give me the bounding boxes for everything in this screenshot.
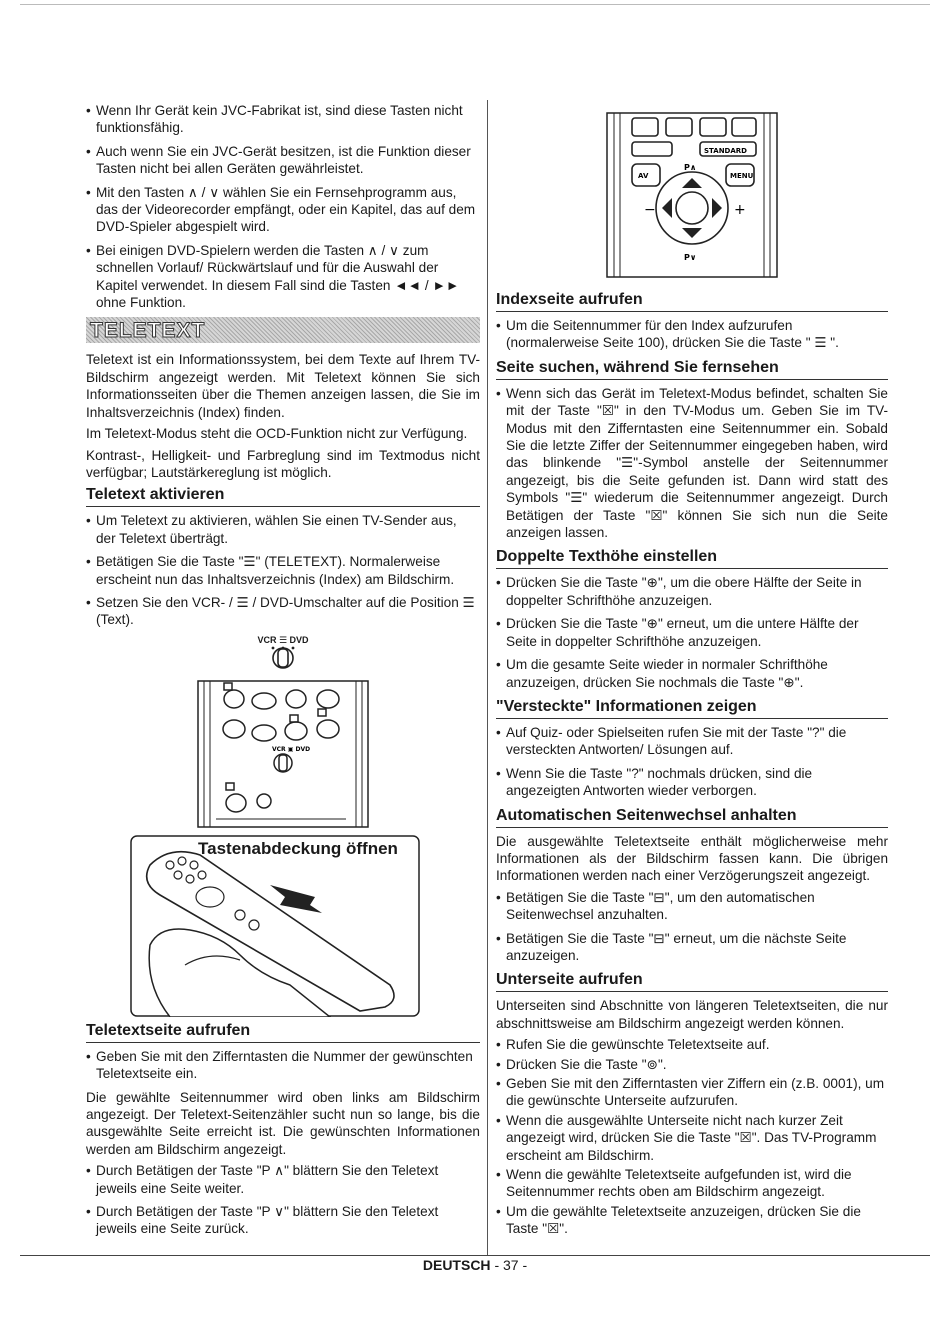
call-paragraph: Die gewählte Seitennummer wird oben links am Bildschirm angezeigt. Der Teletext-Seitenzähler sucht nun so lange, bis die ausgewählte Seite erreicht ist. Die gewünschten Informationen werden am Bildschirm angezeigt. [86,1089,480,1157]
list-item: • Drücken Sie die Taste "⊕" erneut, um die untere Hälfte der Seite in doppelter Schrifthöhe anzuzeigen. [496,615,888,650]
list-item: • Wenn Ihr Gerät kein JVC-Fabrikat ist, sind diese Tasten nicht funktionsfähig. [86,102,480,137]
list-item: • Mit den Tasten ∧ / ∨ wählen Sie ein Fernsehprogramm aus, das der Videorecorder empfängt, oder ein Kapitel, das auf dem DVD-Spieler abgespielt wird. [86,184,480,236]
menu-label: MENU [730,172,754,180]
section-heading: Seite suchen, während Sie fernsehen [496,358,888,380]
section-heading: Unterseite aufrufen [496,970,888,992]
list-item: • Wenn die ausgewählte Unterseite nicht nach kurzer Zeit angezeigt wird, drücken Sie die Taste "☒". Das TV-Programm erscheint am Bildschirm. [496,1112,888,1164]
switch-figure [86,635,480,675]
right-column [496,286,888,1240]
sub-paragraph: Unterseiten sind Abschnitte von längeren Teletextseiten, die nur abschnittsweise am Bildschirm angezeigt werden können. [496,998,888,1031]
hand-remote-illustration [130,835,420,1017]
list-item: • Durch Betätigen der Taste "P ∨" blättern Sie den Teletext jeweils eine Seite zurück. [86,1203,480,1238]
list-item: • Betätigen Sie die Taste "⊟", um den automatischen Seitenwechsel anzuhalten. [496,889,888,924]
list-item: • Auf Quiz- oder Spielseiten rufen Sie mit der Taste "?" die versteckten Antworten/ Lösungen auf. [496,724,888,759]
intro-list [86,102,480,311]
list-item: • Drücken Sie die Taste "⊕", um die obere Hälfte der Seite in doppelter Schrifthöhe anzuzeigen. [496,574,888,609]
left-column [86,102,480,1244]
list-item: • Drücken Sie die Taste "⊚". [496,1056,888,1073]
hold-paragraph: Die ausgewählte Teletextseite enthält möglicherweise mehr Informationen als der Bildschirm fassen kann. Die übrigen Informationen werden nach einer Verzögerungszeit angezeigt. [496,833,888,884]
remote-buttons-illustration [196,679,370,829]
switch-icon [263,646,303,670]
list-item: • Wenn die gewählte Teletextseite aufgefunden ist, wird die Seitennummer rechts oben am Bildschirm angezeigt. [496,1166,888,1201]
column-divider [487,100,488,1255]
list-item: • Um Teletext zu aktivieren, wählen Sie einen TV-Sender aus, der Teletext überträgt. [86,512,480,547]
standard-label: STANDARD [704,147,747,155]
cover-open-figure [130,835,420,1017]
teletext-ocd-paragraph: Im Teletext-Modus steht die OCD-Funktion nicht zur Verfügung. [86,426,468,442]
sub-list [496,1036,888,1237]
p-down-label: P∨ [684,253,697,262]
banner-title: TELETEXT [90,319,206,343]
teletext-intro-paragraph: Teletext ist ein Informationssystem, bei dem Texte auf Ihrem TV-Bildschirm angezeigt werden. Mit Teletext können Sie sich Informationsseiten über die Themen anzeigen lassen, die Sie im Inhaltsverzeichnis (Index) finden. [86,352,480,420]
list-item: • Auch wenn Sie ein JVC-Gerät besitzen, ist die Funktion dieser Tasten nicht bei allen Geräten gewährleistet. [86,143,480,178]
svg-text:VCR ▣ DVD: VCR ▣ DVD [272,745,311,753]
list-item: • Um die gewählte Teletextseite anzuzeigen, drücken Sie die Taste "☒". [496,1203,888,1238]
call-list-2 [86,1162,480,1238]
svg-text:+: + [734,202,746,218]
teletext-banner [86,317,480,343]
remote-navigation-illustration [606,112,778,278]
page-number: - 37 - [494,1257,528,1273]
list-item: • Geben Sie mit den Zifferntasten die Nummer der gewünschten Teletextseite ein. [86,1048,480,1083]
list-item: • Um die gesamte Seite wieder in normaler Schrifthöhe anzuzeigen, drücken Sie nochmals die Taste "⊕". [496,656,888,691]
hidden-list [496,724,888,800]
list-item: • Setzen Sie den VCR- / ☰ / DVD-Umschalter auf die Position ☰ (Text). [86,594,480,629]
search-list [496,385,888,542]
activate-list [86,512,480,628]
list-item: • Betätigen Sie die Taste "⊟" erneut, um die nächste Seite anzuzeigen. [496,930,888,965]
list-item: • Rufen Sie die gewünschte Teletextseite auf. [496,1036,888,1053]
list-item: • Um die Seitennummer für den Index aufzurufen (normalerweise Seite 100), drücken Sie die Taste " ☰ ". [496,317,888,352]
section-heading: Teletext aktivieren [86,485,480,507]
footer-language: DEUTSCH [422,1257,491,1273]
list-item: • Geben Sie mit den Zifferntasten vier Ziffern ein (z.B. 0001), um die gewünschte Unterseite aufzurufen. [496,1075,888,1110]
top-rule [20,4,930,5]
index-list [496,317,888,352]
section-heading: Doppelte Texthöhe einstellen [496,547,888,569]
switch-label: VCR ☰ DVD [257,634,309,645]
section-heading: "Versteckte" Informationen zeigen [496,697,888,719]
list-item: • Betätigen Sie die Taste "☰" (TELETEXT). Normalerweise erscheint nun das Inhaltsverzeichnis (Index) am Bildschirm. [86,553,480,588]
page-footer [0,1257,950,1273]
double-list [496,574,888,690]
p-up-label: P∧ [684,163,697,172]
footer-rule [20,1255,930,1256]
list-item: • Wenn sich das Gerät im Teletext-Modus befindet, schalten Sie mit der Taste "☒" in den TV-Modus um. Geben Sie im TV-Modus mit den Zifferntasten eine Seitennummer ein. Sobald Sie die letzte Ziffer der Seitennummer eingegeben haben, wird das blinkende "☰"-Symbol anstelle der Seitennummer angezeigt, bis die Seite gefunden ist. Dann wird statt des Symbols "☰" wiederum die Seitennummer angezeigt. Durch Betätigen der Taste "☒" können Sie sich nun die Seite anzeigen lassen. [496,385,888,542]
list-item: • Wenn Sie die Taste "?" nochmals drücken, sind die angezeigten Antworten wieder verborgen. [496,765,888,800]
section-heading: Automatischen Seitenwechsel anhalten [496,806,888,828]
section-heading: Indexseite aufrufen [496,290,888,312]
section-heading: Teletextseite aufrufen [86,1021,480,1043]
svg-text:−: − [644,202,656,218]
av-label: AV [638,172,649,180]
cover-label: Tastenabdeckung öffnen [198,838,398,858]
list-item: • Durch Betätigen der Taste "P ∧" blättern Sie den Teletext jeweils eine Seite weiter. [86,1162,480,1197]
hold-list [496,889,888,965]
list-item: • Bei einigen DVD-Spielern werden die Tasten ∧ / ∨ zum schnellen Vorlauf/ Rückwärtslauf und für die Auswahl der Kapitel verwendet. In diesem Fall sind die Tasten ◄◄ / ►► ohne Funktion. [86,242,480,312]
teletext-contrast-paragraph: Kontrast-, Helligkeit- und Farbreglung sind im Textmodus nicht verfügbar; Lautstärkereglung ist möglich. [86,447,480,480]
call-list-1 [86,1048,480,1083]
